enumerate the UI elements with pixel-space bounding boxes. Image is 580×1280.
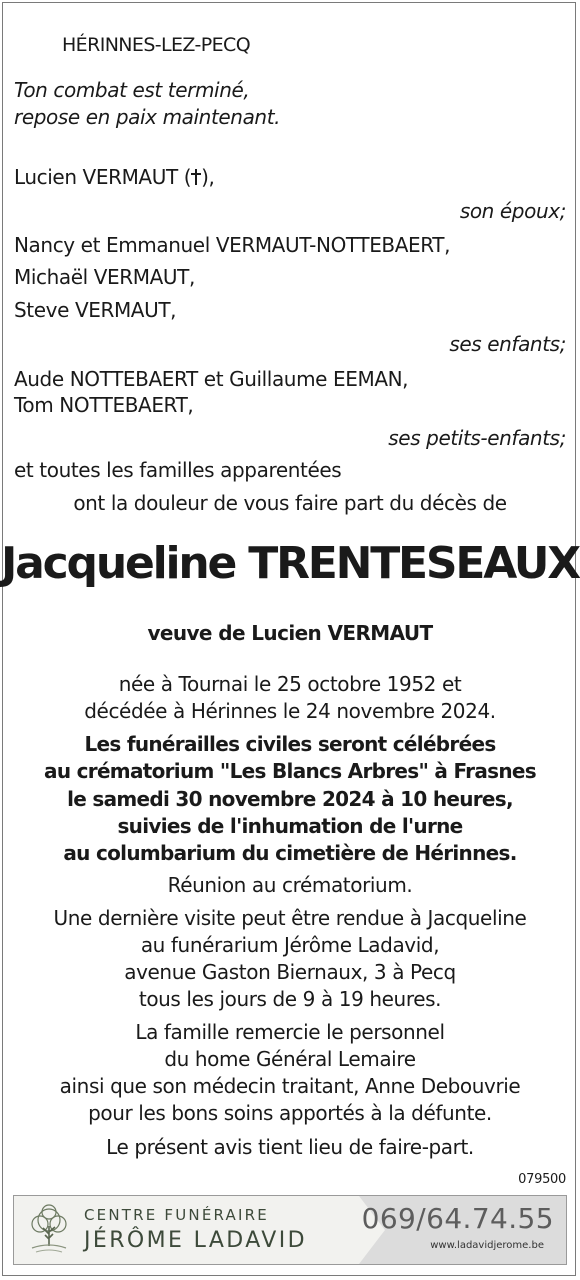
grandchildren-role: ses petits-enfants; [388, 426, 566, 450]
verse-line-2: repose en paix maintenant. [14, 105, 281, 129]
death-line: décédée à Hérinnes le 24 novembre 2024. [84, 699, 496, 723]
widow-line: veuve de Lucien VERMAUT [147, 621, 433, 645]
thanks-line-3: ainsi que son médecin traitant, Anne Debouvrie [59, 1074, 521, 1098]
birth-line: née à Tournai le 25 octobre 1952 et [118, 672, 462, 696]
tree-logo-icon [24, 1202, 74, 1258]
announce-line: ont la douleur de vous faire part du décès de [73, 491, 507, 515]
child-3: Steve VERMAUT, [14, 298, 177, 322]
funeral-line-5: au columbarium du cimetière de Hérinnes. [63, 841, 517, 865]
funeral-line-3: le samedi 30 novembre 2024 à 10 heures, [67, 787, 513, 811]
verse-line-1: Ton combat est terminé, [14, 78, 250, 102]
cross-icon [191, 169, 201, 185]
website-link[interactable]: www.ladavidjerome.be [430, 1240, 544, 1251]
spouse-name-text: Lucien VERMAUT ( [14, 165, 192, 189]
closing-line: Le présent avis tient lieu de faire-part. [106, 1135, 474, 1159]
grandchild-2: Tom NOTTEBAERT, [14, 393, 194, 417]
families-line: et toutes les familles apparentées [14, 458, 342, 482]
visit-line-4: tous les jours de 9 à 19 heures. [138, 987, 442, 1011]
thanks-line-2: du home Général Lemaire [164, 1047, 416, 1071]
funeral-home-banner [13, 1195, 567, 1265]
funeral-line-1: Les funérailles civiles seront célébrées [84, 732, 496, 756]
spouse-role: son époux; [459, 199, 566, 223]
thanks-line-4: pour les bons soins apportés à la défunte. [88, 1101, 492, 1125]
phone-number: 069/64.74.55 [361, 1202, 554, 1235]
reunion-line: Réunion au crématorium. [167, 873, 413, 897]
visit-line-1: Une dernière visite peut être rendue à Jacqueline [53, 906, 527, 930]
brand-line-1: CENTRE FUNÉRAIRE [84, 1206, 269, 1224]
funeral-line-4: suivies de l'inhumation de l'urne [117, 814, 463, 838]
spouse-name-suffix: ), [201, 165, 215, 189]
child-2: Michaël VERMAUT, [14, 265, 195, 289]
funeral-line-2: au crématorium "Les Blancs Arbres" à Frasnes [44, 759, 536, 783]
brand-line-2: JÉRÔME LADAVID [84, 1228, 307, 1253]
thanks-line-1: La famille remercie le personnel [135, 1020, 445, 1044]
notice-code: 079500 [518, 1172, 566, 1187]
city-heading: HÉRINNES-LEZ-PECQ [62, 34, 251, 56]
grandchild-1: Aude NOTTEBAERT et Guillaume EEMAN, [14, 367, 409, 391]
child-1: Nancy et Emmanuel VERMAUT-NOTTEBAERT, [14, 233, 451, 257]
deceased-name: Jacqueline TRENTESEAUX [1, 538, 579, 589]
visit-line-3: avenue Gaston Biernaux, 3 à Pecq [124, 960, 456, 984]
visit-line-2: au funérarium Jérôme Ladavid, [140, 933, 440, 957]
children-role: ses enfants; [449, 332, 566, 356]
spouse-name [14, 164, 215, 190]
